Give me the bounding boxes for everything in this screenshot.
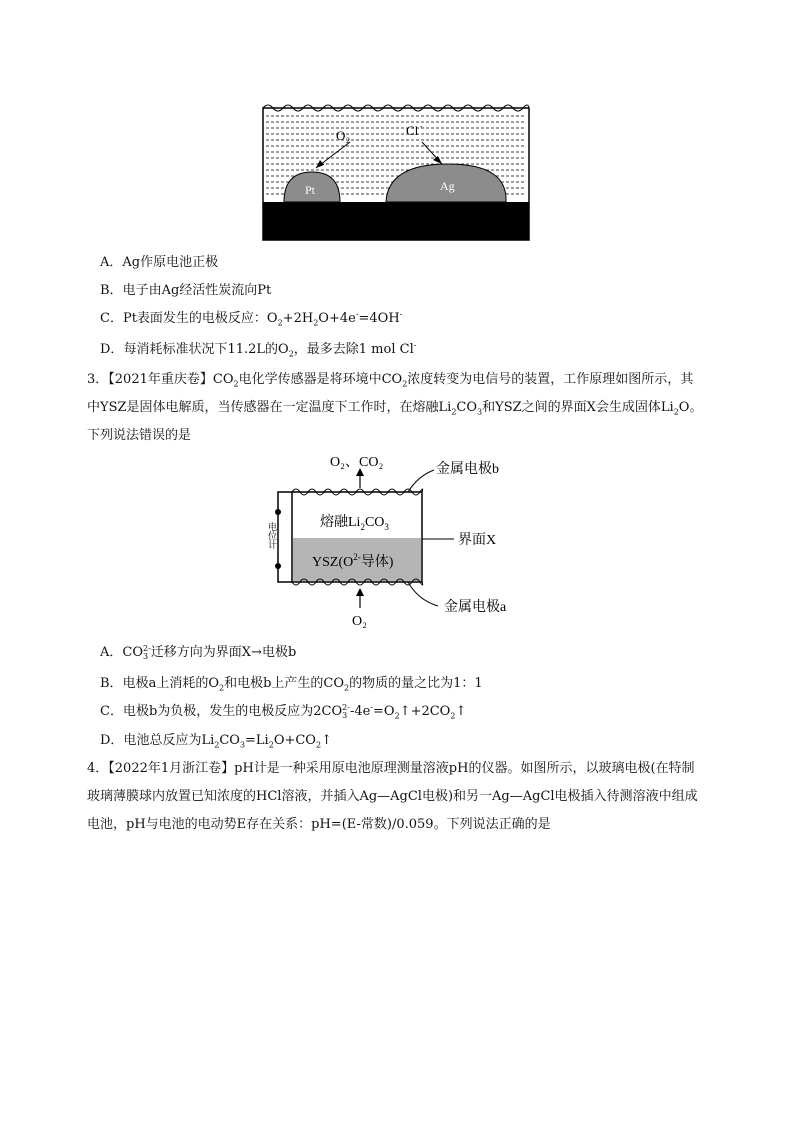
o2-label: O (336, 128, 346, 143)
electrode-a-pointer (408, 582, 438, 606)
ag-label: Ag (440, 179, 455, 193)
question-number: 3． (87, 372, 109, 387)
question-4-stem: 4．【2022年1月浙江卷】pH计是一种采用原电池原理测量溶液pH的仪器。如图所示，以玻璃电极(在特制玻璃薄膜球内放置已知浓度的HCl溶液，并插入Ag—AgCl电极)和另一Ag—AgCl电极插入待测溶液中组成电池，pH与电池的电动势E存在关系：pH=(E-常数)/0.059。下列说法正确的是 (87, 761, 698, 832)
top-gas-label: O₂、CO₂ (330, 455, 384, 470)
meter-terminal-top (275, 509, 281, 515)
cl-sup: - (420, 122, 423, 131)
q3-option-d: D．电池总反应为$Li_2CO_3=Li_2O+CO_2↑$ (100, 733, 332, 750)
question-number: 4． (87, 761, 109, 776)
q3-option-a: A．CO 2- 3 迁移方向为界面X→电极b (100, 643, 297, 661)
figure-co2-sensor-svg (268, 448, 530, 636)
figure-co2-sensor (268, 448, 530, 636)
figure-pt-ag-svg (262, 102, 530, 242)
meter-terminal-bottom (275, 563, 281, 569)
bottom-gas-arrowhead (356, 588, 364, 596)
cl-label: Cl (406, 123, 419, 138)
q2-option-c: C．Pt表面发生的电极反应：$O_2+2H_2O+4e^-=4OH^-$ (100, 309, 403, 328)
question-3-stem: 3．【2021年重庆卷】$CO_2$电化学传感器是将环境中$CO_2$浓度转变为电信号的装置，工作原理如图所示，其中YSZ是固体电解质，当传感器在一定温度下工作时，在熔融$Li_2CO_3$和YSZ之间的界面X会生成固体$Li_2O$。下列说法错误的是 (87, 372, 703, 443)
ysz-label: $YSZ(O^{2-}$导体) (312, 552, 394, 570)
electrode-b-pointer (408, 470, 434, 492)
activated-carbon-base (263, 202, 529, 240)
q2-option-b: B．电子由Ag经活性炭流向Pt (100, 283, 272, 298)
q3-option-b: B．电极a上消耗的$O_2$和电极b上产生的$CO_2$的物质的量之比为1：1 (100, 676, 483, 693)
q2-option-a: A．Ag作原电池正极 (100, 255, 219, 270)
q3-option-c: C．电极b为负极，发生的电极反应为2CO 2- 3 $-4e^-=O_2↑+2CO_2↑$ (100, 702, 467, 721)
meter-label: 电位计 (268, 522, 277, 549)
interface-label: 界面X (458, 533, 497, 548)
figure-pt-ag-cell (262, 102, 530, 242)
molten-label: 熔融$Li_2CO_3$ (320, 515, 389, 532)
question-source: 【2022年1月浙江卷】 (108, 761, 235, 776)
bottom-gas-label: O₂ (352, 614, 367, 629)
electrode-a-label: 金属电极a (444, 600, 507, 615)
o2-sub: 2 (346, 136, 350, 145)
circuit-wire (278, 492, 292, 582)
pt-label: Pt (305, 183, 316, 197)
question-source: 【2021年重庆卷】 (108, 372, 213, 387)
q2-option-d: D．每消耗标准状况下11.2L的$O_2$，最多去除1 mol Cl- (100, 340, 417, 359)
electrode-b-label: 金属电极b (436, 462, 499, 477)
